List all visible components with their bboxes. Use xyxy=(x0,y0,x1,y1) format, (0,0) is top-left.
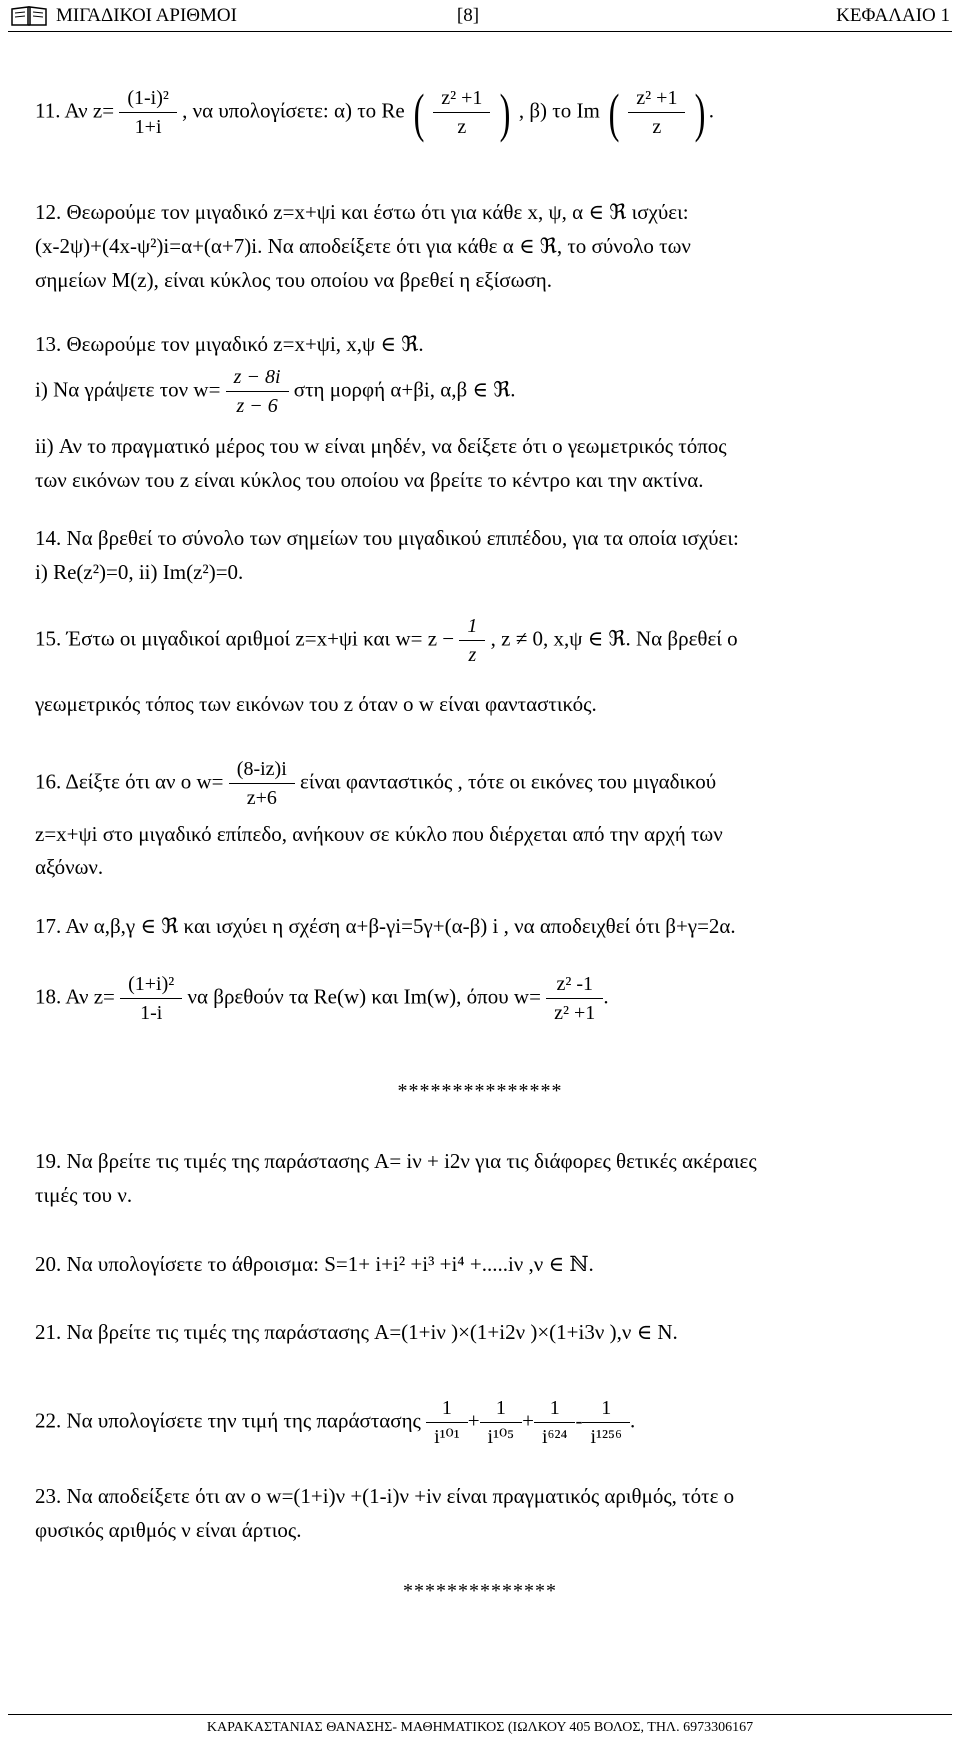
problem-22: 22. Να υπολογίσετε την τιμή της παράστασης $\frac{1}{\text{i¹⁰¹}}$ + $\frac{1}{\text{i¹⁰⁵}}$ + $\frac{1}{\text{i⁶²⁴}}$ - $\frac{1}{\text{i¹²⁵⁶}}$ . xyxy=(35,1394,635,1451)
problem-12-line-1: 12. Θεωρούμε τον μιγαδικό z=x+ψi και έστω ότι για κάθε x, ψ, α ∈ ℜ ισχύει: xyxy=(35,200,689,224)
header-page-number: [8] xyxy=(456,5,480,26)
p18-end: . xyxy=(603,984,609,1009)
p11-text-a: , να υπολογίσετε: α) το Re xyxy=(182,98,405,123)
p15-fraction xyxy=(463,612,481,669)
p11-f3-den: z xyxy=(628,112,685,141)
p11-text-b: , β) το Im xyxy=(518,98,600,123)
problem-16-line-3: αξόνων. xyxy=(35,855,104,879)
problem-13-line-1: 13. Θεωρούμε τον μιγαδικό z=x+ψi, x,ψ ∈ ℜ. xyxy=(35,332,424,356)
p13-fraction xyxy=(230,363,285,420)
p13-i-post: στη μορφή α+βi, α,β ∈ ℜ. xyxy=(293,377,516,402)
p22-t1-num: 1 xyxy=(441,1397,452,1419)
problem-12-line-3: σημείων M(z), είναι κύκλος του οποίου να βρεθεί η εξίσωση. xyxy=(35,268,553,292)
problem-12-line-2: (x-2ψ)+(4x-ψ²)i=α+(α+7)i. Να αποδείξετε ότι για κάθε α ∈ ℜ, το σύνολο των xyxy=(35,234,691,258)
p11-end: . xyxy=(708,98,714,123)
header-chapter: ΚΕΦΑΛΑΙΟ 1 xyxy=(836,5,950,26)
page-header xyxy=(10,3,950,29)
p22-t3-den: i⁶²⁴ xyxy=(534,1422,576,1451)
left-paren: ( xyxy=(413,82,425,143)
p22-t2-num: 1 xyxy=(495,1397,506,1419)
problem-15-line-1 xyxy=(35,612,738,669)
problem-13-part-i xyxy=(35,363,516,420)
p16-f-num: (8-iz)i xyxy=(236,758,287,780)
p22-term-4 xyxy=(586,1394,626,1451)
p16-post: είναι φανταστικός , τότε οι εικόνες του μιγαδικού xyxy=(300,769,717,794)
problem-21: 21. Να βρείτε τις τιμές της παράστασης A=(1+iν )×(1+i2ν )×(1+i3ν ),ν ∈ Ν. xyxy=(35,1320,678,1344)
p18-mid: να βρεθούν τα Re(w) και Im(w), όπου w= xyxy=(187,984,541,1009)
p11-f1-den: 1+i xyxy=(119,112,177,141)
p18-text: 18. Αν z= xyxy=(35,984,115,1009)
p11-label: 11. Αν z= xyxy=(35,98,115,123)
header-title: ΜΙΓΑΔΙΚΟΙ ΑΡΙΘΜΟΙ xyxy=(56,5,237,26)
p18-fraction-2 xyxy=(550,970,599,1027)
p13-f-num: z − 8i xyxy=(233,366,281,388)
p22-t4-den: i¹²⁵⁶ xyxy=(582,1422,630,1451)
p13-i-text: i) Να γράψετε τον w= xyxy=(35,377,221,402)
p16-f-den: z+6 xyxy=(229,783,295,812)
p22-t2-den: i¹⁰⁵ xyxy=(480,1422,523,1451)
p11-fraction-1 xyxy=(123,84,173,141)
footer-rule xyxy=(8,1714,952,1715)
p18-f2-num: z² -1 xyxy=(556,973,593,995)
problem-13-line-3: ii) Αν το πραγματικό μέρος του w είναι μηδέν, να δείξετε ότι ο γεωμετρικός τόπος xyxy=(35,434,727,458)
left-paren: ( xyxy=(608,82,620,143)
right-paren: ) xyxy=(694,82,706,143)
right-paren: ) xyxy=(499,82,511,143)
p15-text: 15. Έστω οι μιγαδικοί αριθμοί z=x+ψi και w= z − xyxy=(35,626,455,651)
p22-t4-num: 1 xyxy=(601,1397,612,1419)
problem-14-line-1: 14. Να βρεθεί το σύνολο των σημείων του μιγαδικού επιπέδου, για τα οποία ισχύει: xyxy=(35,526,739,550)
problem-18 xyxy=(35,970,609,1027)
p22-term-2 xyxy=(484,1394,519,1451)
page-footer: ΚΑΡΑΚΑΣΤΑΝΙΑΣ ΘΑΝΑΣΗΣ- ΜΑΘΗΜΑΤΙΚΟΣ (ΙΩΛΚΟΥ 405 ΒΟΛΟΣ, ΤΗΛ. 6973306167 xyxy=(206,1720,754,1735)
p15-f-den: z xyxy=(459,640,485,669)
header-rule xyxy=(8,31,952,32)
problem-19-line-2: τιμές του ν. xyxy=(35,1183,133,1207)
p15-post: , z ≠ 0, x,ψ ∈ ℜ. Να βρεθεί ο xyxy=(490,626,738,651)
p11-fraction-2 xyxy=(437,84,486,141)
separator-1: *************** xyxy=(397,1080,563,1102)
problem-19-line-1: 19. Να βρείτε τις τιμές της παράστασης A= iν + i2ν για τις διάφορες θετικές ακέραιες xyxy=(35,1149,757,1173)
p13-f-den: z − 6 xyxy=(226,391,289,420)
p11-f2-den: z xyxy=(433,112,490,141)
p18-f2-den: z² +1 xyxy=(546,998,603,1027)
problem-11 xyxy=(35,84,714,141)
p18-f1-den: 1-i xyxy=(120,998,182,1027)
problem-23-line-2: φυσικός αριθμός ν είναι άρτιος. xyxy=(35,1518,302,1542)
problem-23-line-1: 23. Να αποδείξετε ότι αν ο w=(1+i)ν +(1-i)ν +iν είναι πραγματικός αριθμός, τότε ο xyxy=(35,1484,735,1508)
problem-16-line-2: z=x+ψi στο μιγαδικό επίπεδο, ανήκουν σε κύκλο που διέρχεται από την αρχή των xyxy=(35,822,723,846)
separator-2: ************** xyxy=(403,1580,557,1602)
p22-text: 22. Να υπολογίσετε την τιμή της παράστασης xyxy=(35,1408,421,1433)
p18-f1-num: (1+i)² xyxy=(128,973,175,995)
p22-t3-num: 1 xyxy=(549,1397,560,1419)
problem-17: 17. Αν α,β,γ ∈ ℜ και ισχύει η σχέση α+β-γi=5γ+(α-β) i , να αποδειχθεί ότι β+γ=2α. xyxy=(35,914,736,938)
p11-f1-num: (1-i)² xyxy=(127,87,169,109)
p22-term-3 xyxy=(538,1394,572,1451)
p22-term-1 xyxy=(430,1394,464,1451)
p16-fraction xyxy=(233,755,291,812)
problem-20: 20. Να υπολογίσετε το άθροισμα: S=1+ i+i² +i³ +i⁴ +.....iν ,ν ∈ ℕ. xyxy=(35,1252,594,1276)
p16-text: 16. Δείξτε ότι αν ο w= xyxy=(35,769,224,794)
problem-13-line-4: των εικόνων του z είναι κύκλος του οποίου να βρείτε το κέντρο και την ακτίνα. xyxy=(35,468,704,492)
p15-f-num: 1 xyxy=(467,615,478,637)
problem-16-line-1 xyxy=(35,755,716,812)
p11-f2-num: z² +1 xyxy=(441,87,483,109)
p22-t1-den: i¹⁰¹ xyxy=(426,1422,468,1451)
p11-f3-num: z² +1 xyxy=(636,87,678,109)
problem-15-line-2: γεωμετρικός τόπος των εικόνων του z όταν ο w είναι φανταστικός. xyxy=(35,692,597,716)
p11-fraction-3 xyxy=(632,84,681,141)
problem-14-line-2: i) Re(z²)=0, ii) Im(z²)=0. xyxy=(35,560,244,584)
p18-fraction-1 xyxy=(124,970,178,1027)
